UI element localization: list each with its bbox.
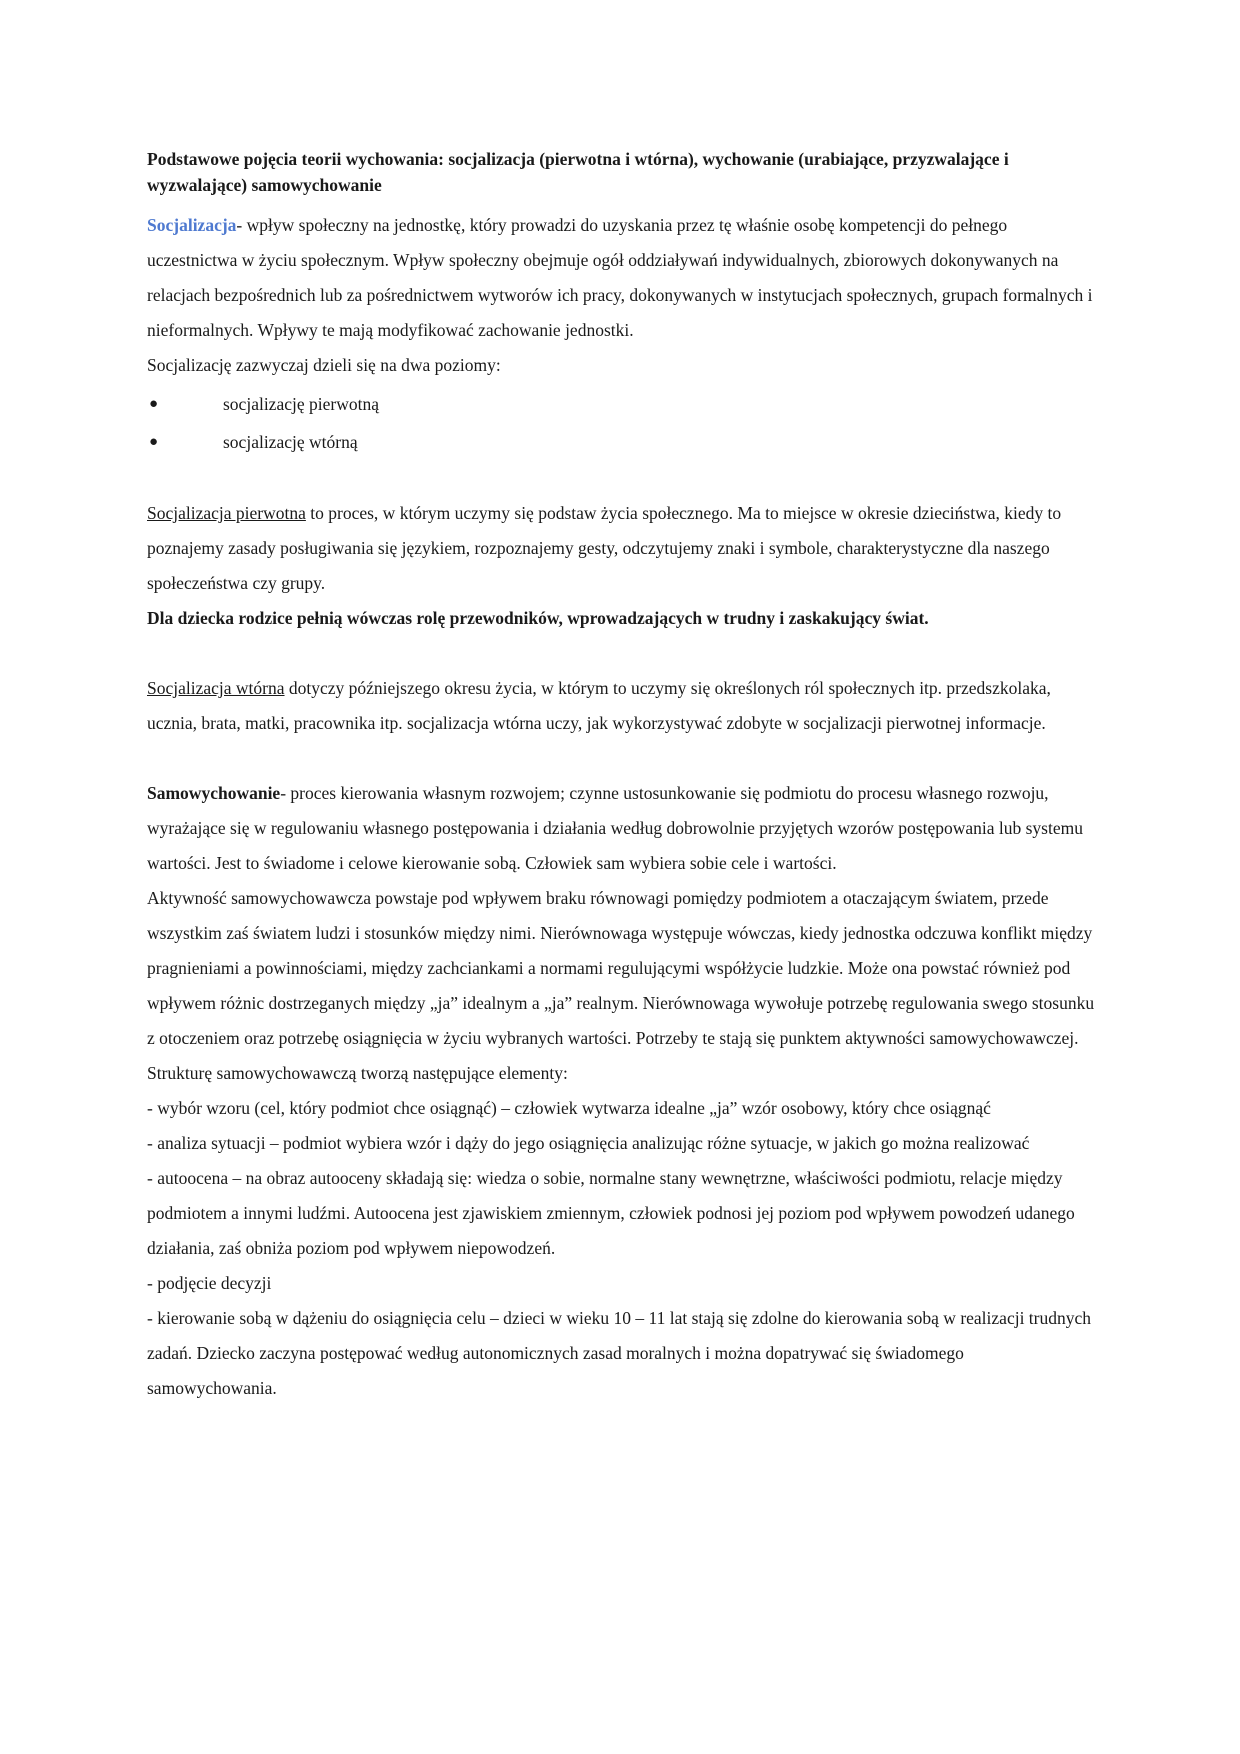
spacer bbox=[147, 461, 1097, 496]
self-education-definition: - proces kierowania własnym rozwojem; czynne ustosunkowanie się podmiotu do procesu własnego rozwoju, wyrażające się w regulowaniu własnego postępowania i działania według dobrowolnie przyjętych wzorów postępowania lub systemu wartości. Jest to świadome i celowe kierowanie sobą. Człowiek sam wybiera sobie cele i wartości. bbox=[147, 783, 1083, 873]
primary-socialization-paragraph bbox=[147, 496, 1097, 601]
secondary-socialization-text: dotyczy późniejszego okresu życia, w którym to uczymy się określonych ról społecznych itp. przedszkolaka, ucznia, brata, matki, pracownika itp. socjalizacja wtórna uczy, jak wykorzystywać zdobyte w socjalizacji pierwotnej informacje. bbox=[147, 678, 1051, 733]
socialization-paragraph bbox=[147, 208, 1097, 348]
levels-list bbox=[147, 385, 1097, 461]
self-education-paragraph bbox=[147, 776, 1097, 881]
socialization-definition: - wpływ społeczny na jednostkę, który prowadzi do uzyskania przez tę właśnie osobę kompetencji do pełnego uczestnictwa w życiu społecznym. Wpływ społeczny obejmuje ogół oddziaływań indywidualnych, zbiorowych dokonywanych na relacjach bezpośrednich lub za pośrednictwem wytworów ich pracy, dokonywanych w instytucjach społecznych, grupach formalnych i nieformalnych. Wpływy te mają modyfikować zachowanie jednostki. bbox=[147, 215, 1093, 340]
list-item-text: socjalizację pierwotną bbox=[223, 394, 379, 414]
document-title: Podstawowe pojęcia teorii wychowania: socjalizacja (pierwotna i wtórna), wychowanie (urabiające, przyzwalające i wyzwalające) samowychowanie bbox=[147, 149, 1009, 195]
bullet-icon: ● bbox=[149, 434, 159, 450]
primary-socialization-text: to proces, w którym uczymy się podstaw życia społecznego. Ma to miejsce w okresie dzieciństwa, kiedy to poznajemy zasady posługiwania się językiem, rozpoznajemy gesty, odczytujemy znaki i symbole, charakterystyczne dla naszego społeczeństwa czy grupy. bbox=[147, 503, 1062, 593]
primary-socialization-bold-sentence: Dla dziecka rodzice pełnią wówczas rolę przewodników, wprowadzających w trudny i zaskakujący świat. bbox=[147, 608, 929, 628]
levels-intro: Socjalizację zazwyczaj dzieli się na dwa poziomy: bbox=[147, 355, 501, 375]
spacer bbox=[147, 636, 1097, 671]
list-item-text: socjalizację wtórną bbox=[223, 432, 358, 452]
structure-intro: Strukturę samowychowawczą tworzą następujące elementy: bbox=[147, 1063, 568, 1083]
secondary-socialization-term: Socjalizacja wtórna bbox=[147, 678, 285, 698]
list-item bbox=[147, 423, 1097, 461]
document-page bbox=[147, 146, 1097, 1406]
structure-element: - kierowanie sobą w dążeniu do osiągnięcia celu – dzieci w wieku 10 – 11 lat stają się zdolne do kierowania sobą w realizacji trudnych zadań. Dziecko zaczyna postępować według autonomicznych zasad moralnych i można dopatrywać się świadomego samowychowania. bbox=[147, 1308, 1092, 1398]
list-item bbox=[147, 385, 1097, 423]
structure-element: - analiza sytuacji – podmiot wybiera wzór i dąży do jego osiągnięcia analizując różne sytuacje, w jakich go można realizować bbox=[147, 1133, 1030, 1153]
secondary-socialization-paragraph bbox=[147, 671, 1097, 741]
bullet-icon: ● bbox=[149, 396, 159, 412]
structure-element: - podjęcie decyzji bbox=[147, 1273, 272, 1293]
self-education-activity-paragraph: Aktywność samowychowawcza powstaje pod wpływem braku równowagi pomiędzy podmiotem a otaczającym światem, przede wszystkim zaś światem ludzi i stosunków między nimi. Nierównowaga występuje wówczas, kiedy jednostka odczuwa konflikt między pragnieniami a powinnościami, między zachciankami a normami regulującymi współżycie ludzkie. Może ona powstać również pod wpływem różnic dostrzeganych między „ja” idealnym a „ja” realnym. Nierównowaga wywołuje potrzebę regulowania swego stosunku z otoczeniem oraz potrzebę osiągnięcia w życiu wybranych wartości. Potrzeby te stają się punktem aktywności samowychowawczej. bbox=[147, 888, 1095, 1048]
spacer bbox=[147, 741, 1097, 776]
self-education-term: Samowychowanie bbox=[147, 783, 281, 803]
structure-element: - autoocena – na obraz autooceny składają się: wiedza o sobie, normalne stany wewnętrzne, właściwości podmiotu, relacje między podmiotem a innymi ludźmi. Autoocena jest zjawiskiem zmiennym, człowiek podnosi jej poziom pod wpływem powodzeń udanego działania, zaś obniża poziom pod wpływem niepowodzeń. bbox=[147, 1168, 1075, 1258]
socialization-term: Socjalizacja bbox=[147, 215, 237, 235]
structure-element: - wybór wzoru (cel, który podmiot chce osiągnąć) – człowiek wytwarza idealne „ja” wzór osobowy, który chce osiągnąć bbox=[147, 1098, 991, 1118]
primary-socialization-term: Socjalizacja pierwotna bbox=[147, 503, 306, 523]
